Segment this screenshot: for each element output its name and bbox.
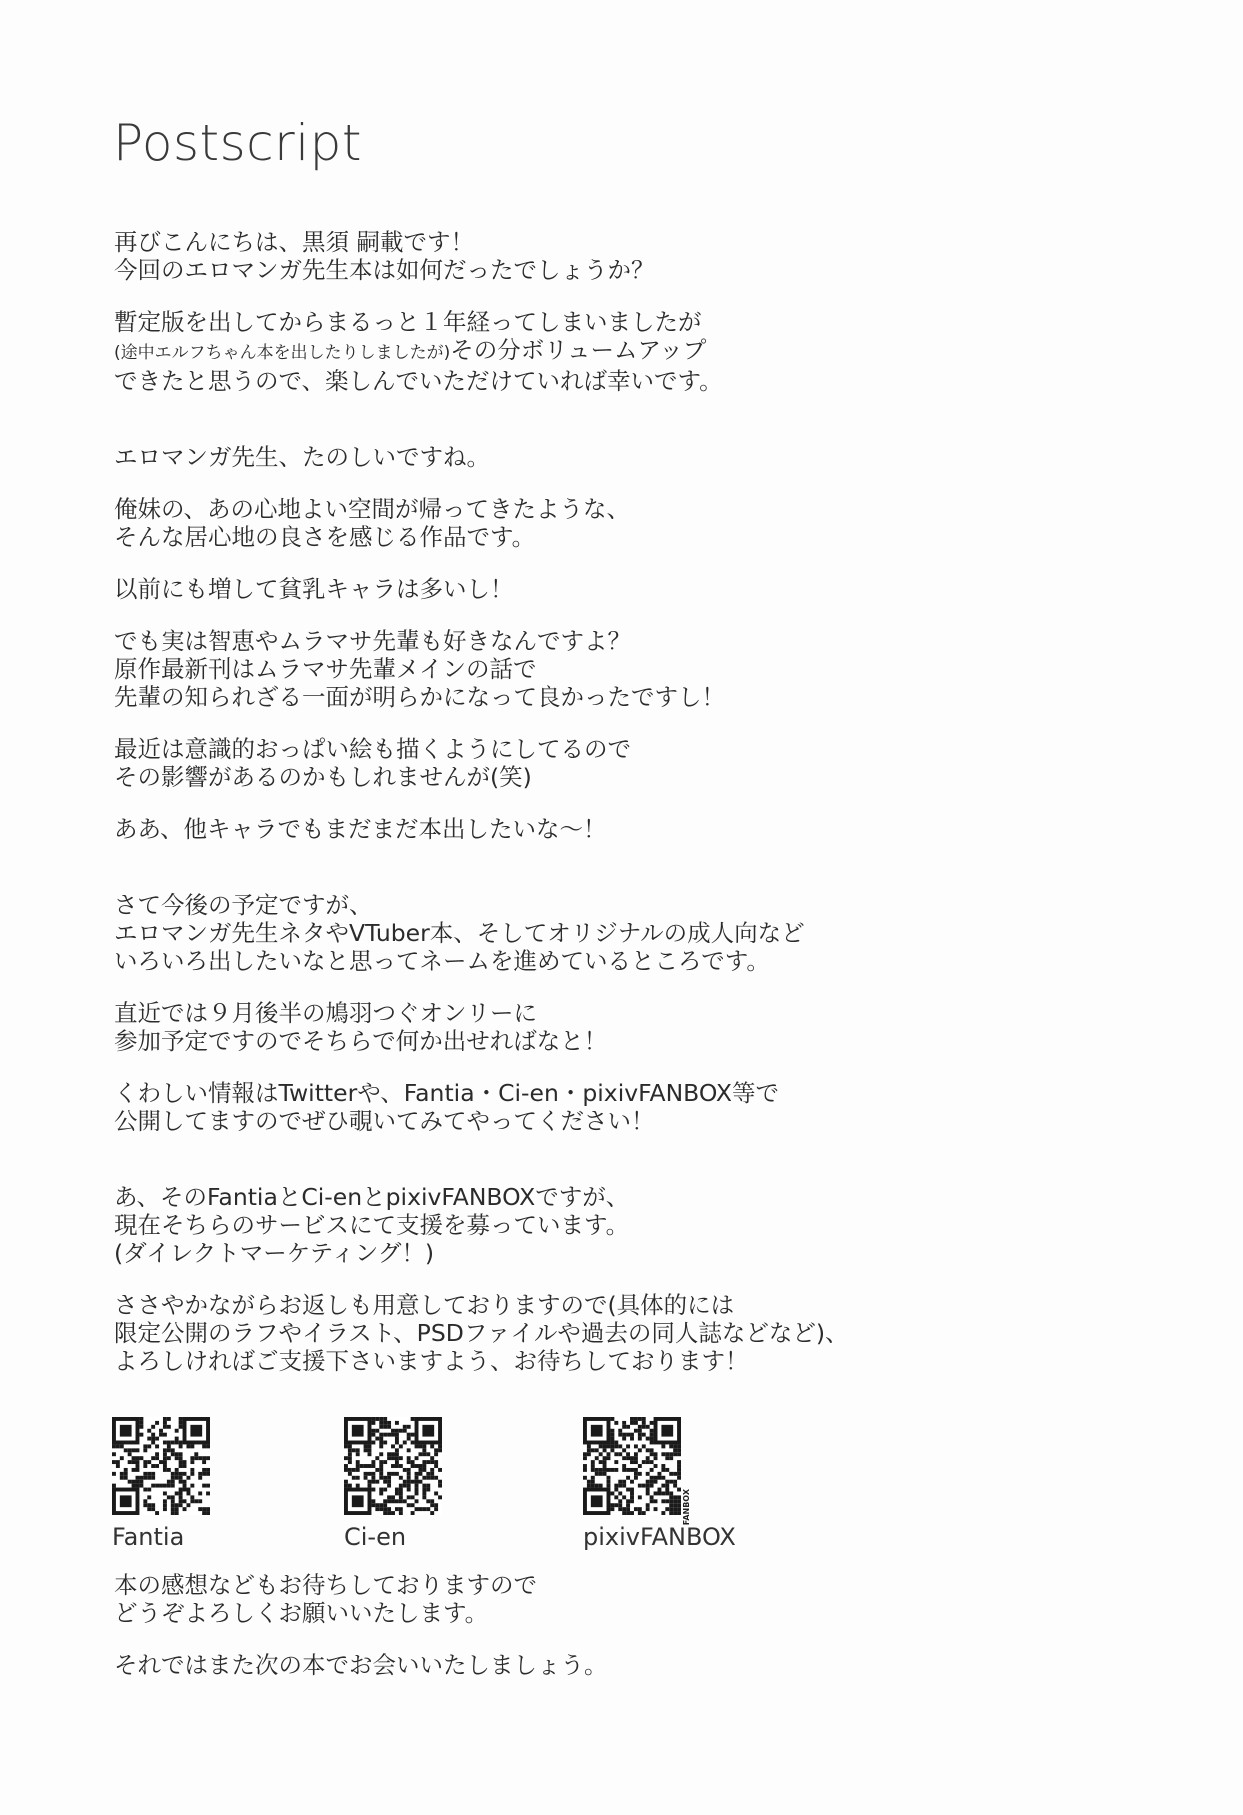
paragraph-feedback — [114, 1571, 1114, 1627]
paragraph-greeting — [114, 228, 1134, 284]
qr-fantia[interactable] — [112, 1417, 210, 1551]
paragraph-favorites — [114, 627, 1134, 711]
text-line: 現在そちらのサービスにて支援を募っています。 — [114, 1211, 630, 1239]
paragraph-wish — [114, 815, 1134, 843]
paragraph-support — [114, 1183, 1134, 1267]
text-line: 俺妹の、あの心地よい空間が帰ってきたような、 — [114, 495, 631, 523]
paragraph-rewards — [114, 1291, 1134, 1375]
qr-pixivfanbox[interactable] — [583, 1417, 736, 1551]
qr-label-cien: Ci-en — [344, 1523, 407, 1551]
qr-cien[interactable] — [344, 1417, 442, 1551]
text-line — [114, 336, 1134, 367]
text-line: 本の感想などもお待ちしておりますので — [114, 1571, 537, 1599]
qr-code-icon — [112, 1417, 210, 1515]
text-line: でも実は智恵やムラマサ先輩も好きなんですよ？ — [114, 627, 631, 655]
aside-note: (途中エルフちゃん本を出したりしましたが) — [114, 343, 451, 363]
paragraph-info — [114, 1079, 1134, 1135]
text-line: エロマンガ先生ネタやVTuber本、そしてオリジナルの成人向など — [114, 919, 805, 947]
paragraph-characters — [114, 575, 1134, 603]
text-line: そんな居心地の良さを感じる作品です。 — [114, 523, 536, 551]
paragraph-release-note — [114, 308, 1134, 395]
text-line: くわしい情報はTwitterや、Fantia・Ci-en・pixivFANBOX等で — [114, 1079, 779, 1107]
text-line: 以前にも増して貧乳キャラは多いし！ — [114, 575, 514, 603]
qr-label-pixivfanbox: pixivFANBOX — [583, 1523, 736, 1551]
text-line: よろしければご支援下さいますよう、お待ちしております！ — [114, 1347, 749, 1375]
text-line: 参加予定ですのでそちらで何か出せればなと！ — [114, 1027, 608, 1055]
closing-text — [114, 1571, 1114, 1679]
text-line: それではまた次の本でお会いいたしましょう。 — [114, 1651, 608, 1679]
text-line: さて今後の予定ですが、 — [114, 891, 373, 919]
text-line: エロマンガ先生、たのしいですね。 — [114, 443, 490, 471]
text-line: 限定公開のラフやイラスト、PSDファイルや過去の同人誌などなど)、 — [114, 1319, 849, 1347]
paragraph-event — [114, 999, 1134, 1055]
text-line: その影響があるのかもしれませんが(笑) — [114, 763, 532, 791]
qr-code-icon — [583, 1417, 681, 1515]
paragraph-comfort — [114, 495, 1134, 551]
text-line: 暫定版を出してからまるっと１年経ってしまいましたが — [114, 308, 702, 336]
text-fragment: その分ボリュームアップ — [450, 336, 707, 364]
paragraph-influence — [114, 735, 1134, 791]
text-line: ああ、他キャラでもまだまだ本出したいな～！ — [114, 815, 607, 843]
text-line: 公開してますのでぜひ覗いてみてやってください！ — [114, 1107, 655, 1135]
text-line: あ、そのFantiaとCi-enとpixivFANBOXですが、 — [114, 1183, 630, 1211]
text-line: いろいろ出したいなと思ってネームを進めているところです。 — [114, 947, 770, 975]
text-line: 先輩の知られざる一面が明らかになって良かったですし！ — [114, 683, 725, 711]
qr-code-icon — [344, 1417, 442, 1515]
page-title: Postscript — [113, 114, 362, 172]
paragraph-fun — [114, 443, 1134, 471]
postscript-body — [114, 228, 1134, 1375]
paragraph-plans — [114, 891, 1134, 975]
text-line: 原作最新刊はムラマサ先輩メインの話で — [114, 655, 537, 683]
qr-code-row — [112, 1417, 832, 1551]
text-line: どうぞよろしくお願いいたします。 — [114, 1599, 489, 1627]
text-line: 直近では９月後半の鳩羽つぐオンリーに — [114, 999, 537, 1027]
paragraph-farewell — [114, 1651, 1114, 1679]
text-line: 最近は意識的おっぱい絵も描くようにしてるので — [114, 735, 631, 763]
text-line: ささやかながらお返しも用意しておりますので(具体的には — [114, 1291, 735, 1319]
text-line: できたと思うので、楽しんでいただけていれば幸いです。 — [114, 367, 723, 395]
text-line: (ダイレクトマーケティング！) — [114, 1239, 435, 1267]
text-line: 今回のエロマンガ先生本は如何だったでしょうか？ — [114, 256, 655, 284]
fanbox-badge: FANBOX — [682, 1489, 691, 1526]
qr-label-fantia: Fantia — [112, 1523, 185, 1551]
text-line: 再びこんにちは、黒須 嗣載です！ — [114, 228, 474, 256]
